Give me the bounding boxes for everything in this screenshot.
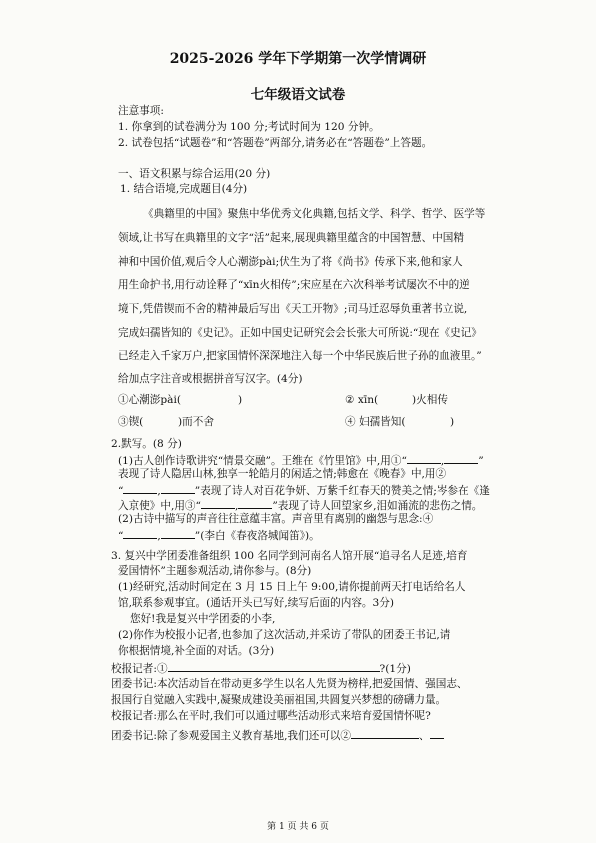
q2-line: “ , ”(李白《春夜洛城闻笛》)。 bbox=[118, 527, 320, 543]
q3-line: 团委书记:本次活动旨在带动更多学生以名人先贤为榜样,把爱国情、强国志、 bbox=[111, 678, 468, 690]
q2-line: (1)古人创作诗歌讲究“情景交融”。王维在《竹里馆》中,用①“ , ” bbox=[118, 452, 484, 468]
q1-item-1-close: ) bbox=[238, 394, 243, 406]
q1-item-2-rest: )火相传 bbox=[412, 394, 448, 406]
note-item-1: 1. 你拿到的试卷满分为 100 分;考试时间为 120 分钟。 bbox=[118, 121, 380, 133]
q3-line: 爱国情怀”主题参观活动,请你参与。(8分) bbox=[118, 565, 312, 577]
passage-line: 完成妇孺皆知的《史记》。正如中国史记研究会会长张大可所说:“现在《史记》 bbox=[118, 327, 482, 339]
q1-item-2: ② xīn( bbox=[345, 394, 379, 406]
q2-line: 入京使》中,用③“ , ”表现了诗人回望家乡,泪如涌流的悲伤之情。 bbox=[118, 497, 482, 513]
q1-item-4-close: ) bbox=[450, 416, 455, 428]
q1-instruction: 给加点字注音或根据拼音写汉字。(4分) bbox=[118, 373, 303, 385]
q3-line: 馆,联系参观事宜。(通话开头已写好,续写后面的内容。3分) bbox=[118, 597, 394, 609]
q3-line: 校报记者:① ?(1分) bbox=[111, 660, 411, 676]
notes-heading: 注意事项: bbox=[118, 105, 164, 117]
passage-line: 神和中国价值,观后令人心潮澎pài;伏生为了将《尚书》传承下来,他和家人 bbox=[118, 256, 463, 268]
exam-subtitle: 七年级语文试卷 bbox=[250, 87, 346, 103]
q1-prompt: 1. 结合语境,完成题目(4分) bbox=[120, 183, 248, 195]
q3-line: 团委书记:除了参观爱国主义教育基地,我们还可以② 、 bbox=[111, 727, 444, 743]
q1-item-3: ③锲( bbox=[118, 416, 144, 428]
q3-line: 校报记者:那么在平时,我们可以通过哪些活动形式来培育爱国情怀呢? bbox=[111, 710, 431, 722]
passage-line: 领域,让书写在典籍里的文字“活”起来,展现典籍里蕴含的中国智慧、中国精 bbox=[118, 232, 464, 244]
page-number: 第 1 页 共 6 页 bbox=[267, 822, 329, 832]
q3-line: 您好!我是复兴中学团委的小李, bbox=[130, 613, 276, 625]
passage-line: 已经走入千家万户,把家国情怀深深地注入每一个中华民族后世子孙的血液里。” bbox=[118, 350, 482, 362]
passage-line: 用生命护书,用行动诠释了“xīn火相传”;宋应星在六次科举考试屡次不中的逆 bbox=[118, 279, 470, 291]
passage-line: 境下,凭借锲而不舍的精神最后写出《天工开物》;司马迁忍辱负重著书立说, bbox=[118, 303, 468, 315]
note-item-2: 2. 试卷包括“试题卷”和“答题卷”两部分,请务必在“答题卷”上答题。 bbox=[118, 137, 433, 149]
section-heading: 一、语文积累与综合运用(20 分) bbox=[118, 168, 271, 180]
q3-line: 3. 复兴中学团委准备组织 100 名同学到河南名人馆开展“追寻名人足迹,培育 bbox=[111, 550, 468, 562]
q2-line: 表现了诗人隐居山林,独享一轮皓月的闲适之情;韩愈在《晚春》中,用② bbox=[118, 468, 447, 480]
q3-line: (2)你作为校报小记者,也参加了这次活动,并采访了带队的团委王书记,请 bbox=[118, 629, 451, 641]
exam-title: 2025-2026 学年下学期第一次学情调研 bbox=[169, 51, 427, 67]
q1-item-1: ①心潮澎pài( bbox=[118, 394, 181, 406]
passage-line: 《典籍里的中国》聚焦中华优秀文化典籍,包括文学、科学、哲学、医学等 bbox=[143, 208, 486, 220]
q3-line: (1)经研究,活动时间定在 3 月 15 日上午 9:00,请你提前两天打电话给名人 bbox=[118, 581, 466, 593]
q2-line: (2)古诗中描写的声音往往意蕴丰富。声音里有离别的幽怨与思念:④ bbox=[118, 513, 434, 525]
q1-item-4: ④ 妇孺皆知( bbox=[345, 416, 406, 428]
q1-item-3-rest: )而不舍 bbox=[178, 416, 214, 428]
q3-line: 你根据情境,补全面的对话。(3分) bbox=[118, 645, 275, 657]
q3-line: 报国行自觉融入实践中,凝聚成建设美丽祖国,共圆复兴梦想的磅礴力量。 bbox=[111, 694, 447, 706]
q2-line: “ , ”表现了诗人对百花争妍、万紫千红春天的赞美之情;岑参在《逢 bbox=[118, 482, 490, 498]
q2-heading: 2.默写。(8 分) bbox=[111, 438, 182, 450]
